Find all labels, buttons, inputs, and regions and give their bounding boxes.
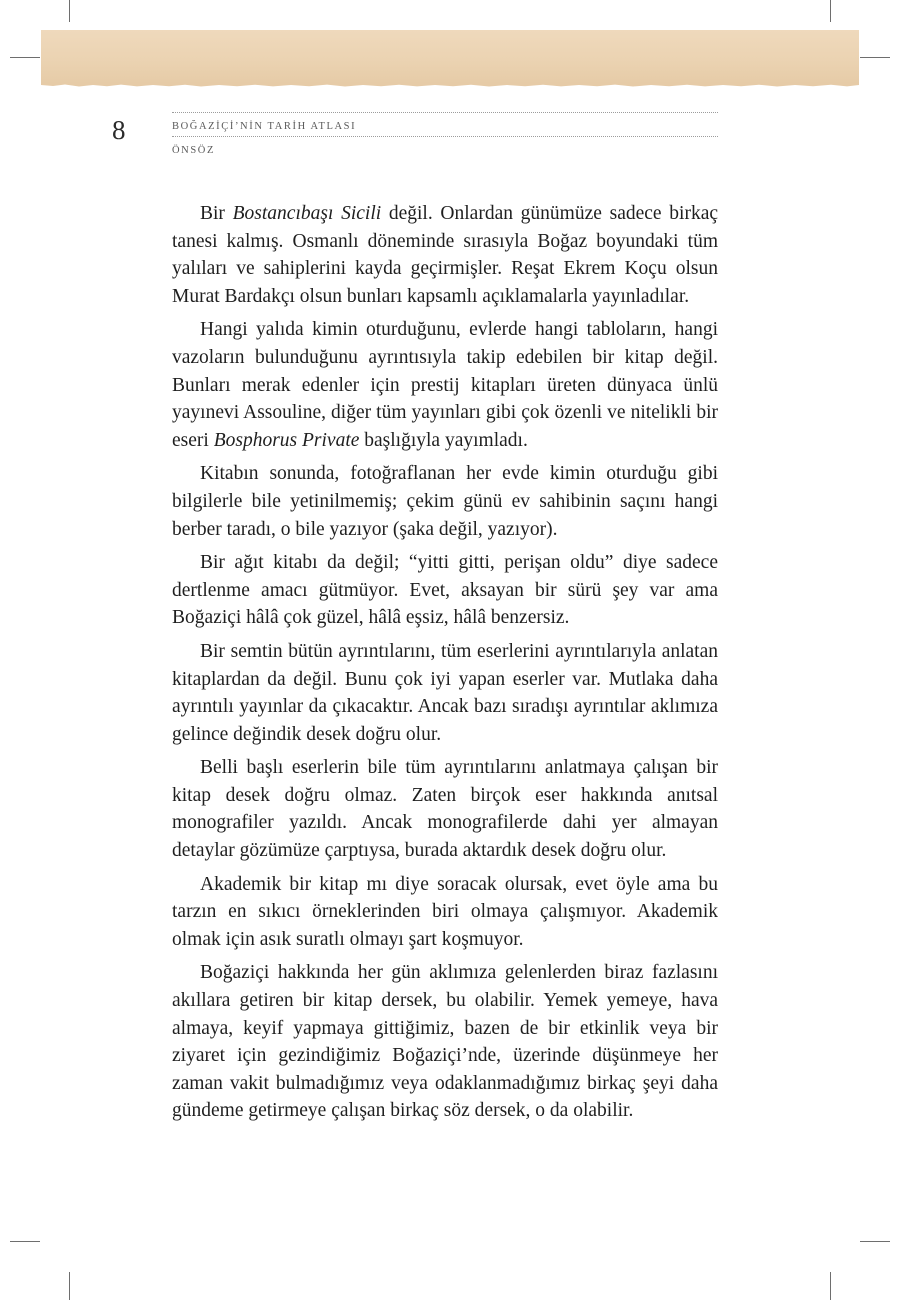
crop-mark-bottom-left-horizontal — [10, 1241, 40, 1242]
text-run: Akademik bir kitap mı diye soracak olursak, evet öyle ama bu tarzın en sıkıcı örneklerinden biri olmaya çalışmıyor. Akademik olmak için asık suratlı olmayı şart koşmuyor. — [172, 873, 718, 950]
paragraph — [172, 871, 718, 954]
paragraph — [172, 200, 718, 310]
text-run: değil. Onlardan günümüze sadece birkaç tanesi kalmış. Osmanlı döneminde sırasıyla Boğaz boyundaki tüm yalıları ve sahiplerini kayda geçirmişler. Reşat Ekrem Koçu olsun Murat Bardakçı olsun bunları kapsamlı açıklamalarla yayınladılar. — [172, 203, 718, 307]
paragraph — [172, 959, 718, 1125]
crop-mark-top-left-horizontal — [10, 57, 40, 58]
header-rule-middle — [172, 136, 718, 137]
page-number: 8 — [112, 115, 126, 145]
crop-mark-top-left-vertical — [69, 0, 70, 22]
paragraph — [172, 549, 718, 632]
paragraph — [172, 460, 718, 543]
text-run: Bir semtin bütün ayrıntılarını, tüm eserlerini ayrıntılarıyla anlatan kitaplardan da değil. Bunu çok iyi yapan eserler var. Mutlaka daha ayrıntılı yayınlar da çıkacaktır. Ancak bazı sıradışı ayrıntılar aklımıza gelince değindik desek doğru olur. — [172, 640, 718, 745]
header-rule-top — [172, 112, 718, 113]
text-run: Hangi yalıda kimin oturduğunu, evlerde hangi tabloların, hangi vazoların bulunduğunu ayrıntısıyla takip edebilen bir kitap değil. Bunları merak edenler için prestij kitapları üreten dünyaca ünlü yayınevi Assouline, diğer tüm yayınları gibi çok özenli ve nitelikli bir eseri — [172, 319, 718, 451]
paragraph — [172, 638, 718, 748]
crop-mark-bottom-left-vertical — [69, 1272, 70, 1300]
running-title: BOĞAZİÇİ’NİN TARİH ATLASI — [172, 121, 357, 132]
paragraph — [172, 316, 718, 454]
text-run: Belli başlı eserlerin bile tüm ayrıntılarını anlatmaya çalışan bir kitap desek doğru olmaz. Zaten birçok eser hakkında anıtsal monografiler yazıldı. Ancak monografilerde dahi yer almayan detaylar gözümüze çarptıysa, burada aktardık desek doğru olur. — [172, 757, 718, 862]
text-run: başlığıyla yayımladı. — [359, 429, 528, 451]
crop-mark-top-right-vertical — [830, 0, 831, 22]
section-title: ÖNSÖZ — [172, 145, 216, 156]
crop-mark-top-right-horizontal — [860, 57, 890, 58]
torn-edge — [41, 82, 859, 88]
italic-title: Bosphorus Private — [213, 429, 360, 451]
paragraph — [172, 754, 718, 864]
crop-mark-bottom-right-vertical — [830, 1272, 831, 1300]
decorative-paper-banner — [41, 30, 859, 84]
body-text — [172, 200, 718, 1131]
italic-title: Bostancıbaşı Sicili — [232, 203, 382, 224]
text-run: Bir ağıt kitabı da değil; “yitti gitti, perişan oldu” diye sadece dertlenme amacı gütmüyor. Evet, aksayan bir sürü şey var ama Boğaziçi hâlâ çok güzel, hâlâ eşsiz, hâlâ benzersiz. — [172, 552, 718, 629]
text-run: Boğaziçi hakkında her gün aklımıza gelenlerden biraz fazlasını akıllara getiren bir kitap dersek, bu olabilir. Yemek yemeye, hava almaya, keyif yapmaya gittiğimiz, bazen de bir etkinlik veya bir ziyaret için gezindiğimiz Boğaziçi’nde, üzerinde düşünmeye her zaman vakit bulmadığımız veya odaklanmadığımız birkaç şeyi daha gündeme getirmeye çalışan birkaç söz dersek, o da olabilir. — [172, 962, 718, 1122]
crop-mark-bottom-right-horizontal — [860, 1241, 890, 1242]
text-run: Bir — [200, 203, 233, 224]
text-run: Kitabın sonunda, fotoğraflanan her evde kimin oturduğu gibi bilgilerle bile yetinilmemiş; çekim günü ev sahibinin saçını hangi berber taradı, o bile yazıyor (şaka değil, yazıyor). — [172, 463, 718, 540]
